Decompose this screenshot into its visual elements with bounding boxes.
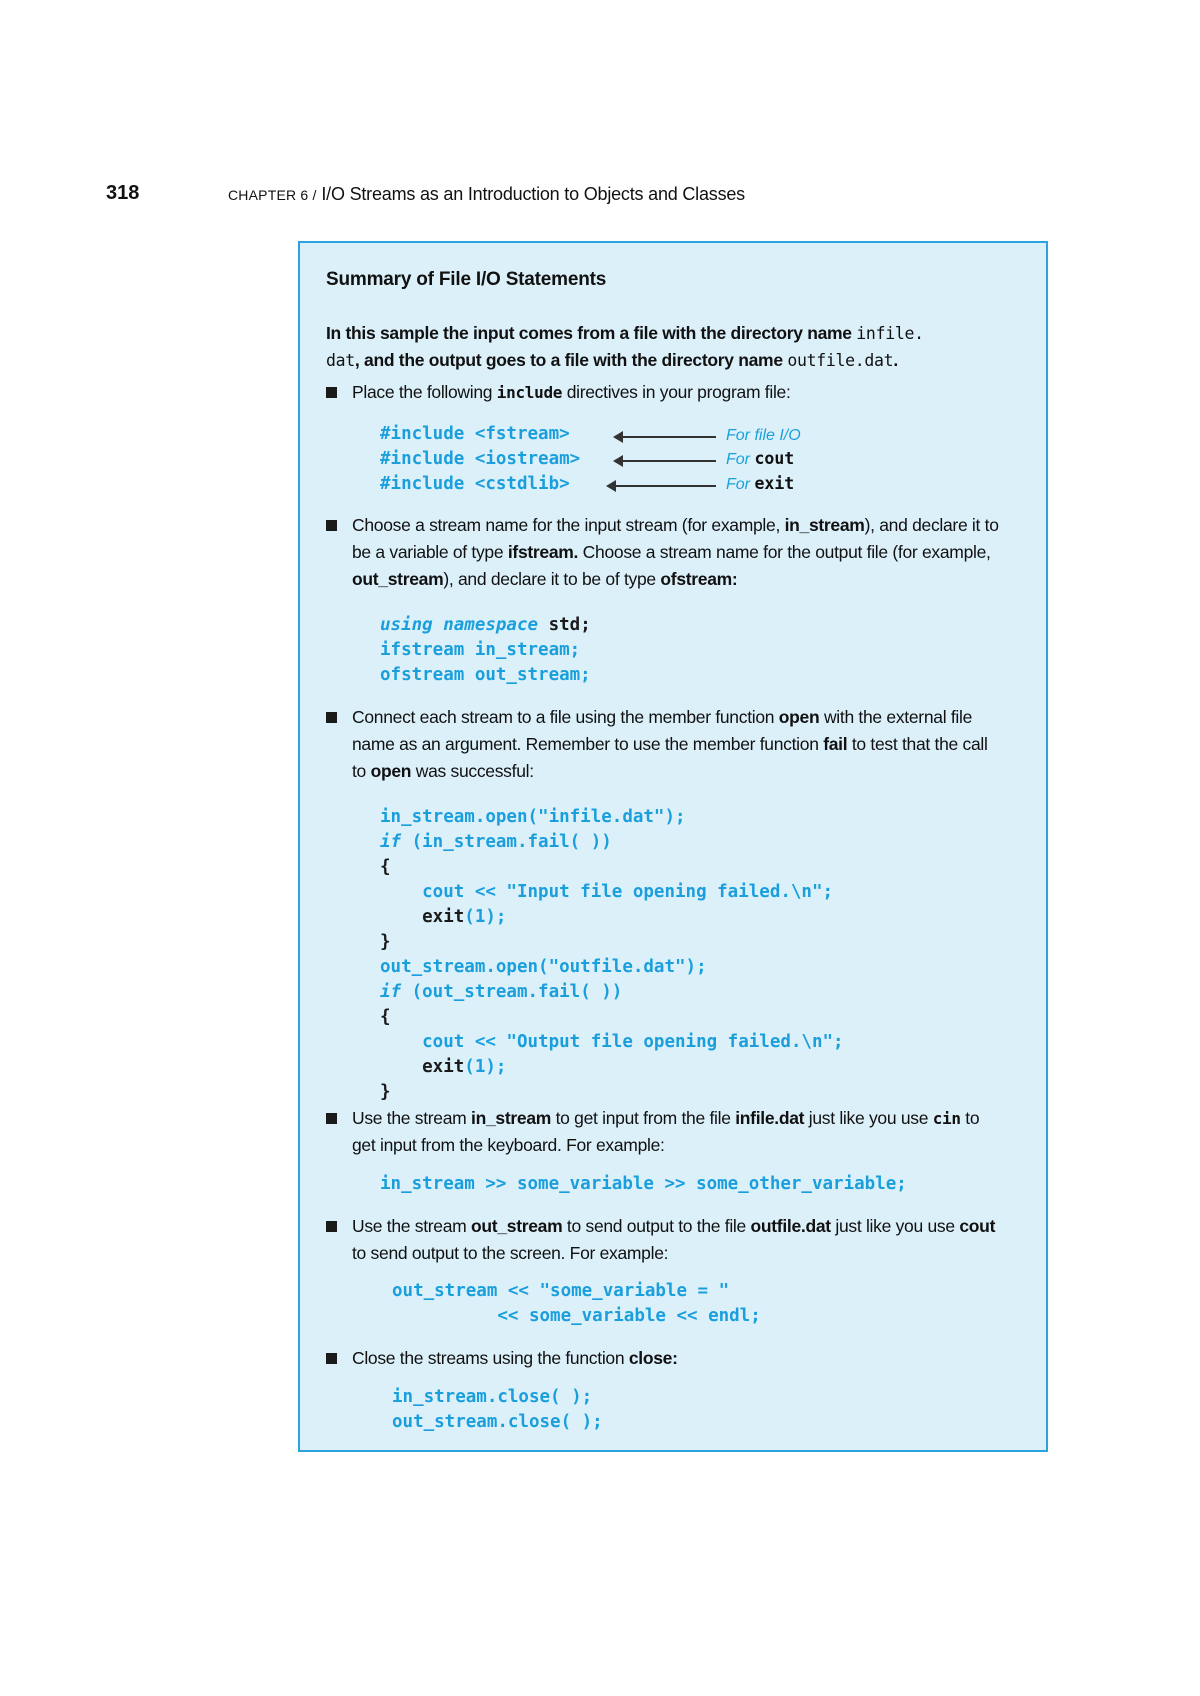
bullet-open: Connect each stream to a file using the member function open with the external file name as an argument. Remember to use the member function fail to test that the call to open was successful: xyxy=(326,704,1006,785)
bullet-include: Place the following include directives in your program file: xyxy=(326,379,1006,406)
open-code: in_stream.open("infile.dat"); if (in_stream.fail( )) { cout << "Input file opening failed.\n"; exit(1); } out_stream.open("outfile.dat"); if (out_stream.fail( )) { cout << "Output file opening failed.\n"; exit(1); } xyxy=(380,807,844,1102)
declaration-code: using namespace std; ifstream in_stream; ofstream out_stream; xyxy=(380,615,591,685)
arrow-icon xyxy=(621,460,716,462)
chapter-label: CHAPTER 6 / xyxy=(228,187,317,203)
chapter-title: I/O Streams as an Introduction to Objects and Classes xyxy=(321,184,745,204)
bullet-input: Use the stream in_stream to get input from the file infile.dat just like you use cin to get input from the keyboard. For example: xyxy=(326,1105,1006,1159)
include-line: #include <fstream> xyxy=(380,424,570,444)
bullet-square xyxy=(326,520,337,531)
bullet-square xyxy=(326,387,337,398)
bullet-square xyxy=(326,1113,337,1124)
bullet-output: Use the stream out_stream to send output to the file outfile.dat just like you use cout to send output to the screen. For example: xyxy=(326,1213,1006,1267)
include-code xyxy=(380,422,580,497)
page-number: 318 xyxy=(106,182,140,204)
box-title: Summary of File I/O Statements xyxy=(326,269,607,290)
arrow-icon xyxy=(614,485,716,487)
summary-box xyxy=(298,241,1048,1452)
output-code: out_stream << "some_variable = " << some_variable << endl; xyxy=(392,1281,761,1326)
running-head xyxy=(228,184,745,205)
input-code: in_stream >> some_variable >> some_other_variable; xyxy=(380,1174,907,1194)
bullet-square xyxy=(326,1221,337,1232)
close-code: in_stream.close( ); out_stream.close( ); xyxy=(392,1387,603,1432)
include-note: For cout xyxy=(726,449,795,468)
intro-paragraph: In this sample the input comes from a file with the directory name infile. dat, and the output goes to a file with the directory name outfile.dat. xyxy=(326,323,924,370)
page-header xyxy=(106,182,1106,212)
bullet-square xyxy=(326,1353,337,1364)
bullet-close: Close the streams using the function close: xyxy=(326,1345,1006,1372)
include-note: For exit xyxy=(726,474,795,493)
bullet-square xyxy=(326,712,337,723)
include-note: For file I/O xyxy=(726,427,801,444)
include-line: #include <iostream> xyxy=(380,449,581,469)
bullet-declare: Choose a stream name for the input stream (for example, in_stream), and declare it to be a variable of type ifstream. Choose a stream name for the output file (for example, out_stream), and declare it to be of type ofstream: xyxy=(326,512,1006,593)
include-line: #include <cstdlib> xyxy=(380,474,570,494)
arrow-icon xyxy=(621,436,716,438)
